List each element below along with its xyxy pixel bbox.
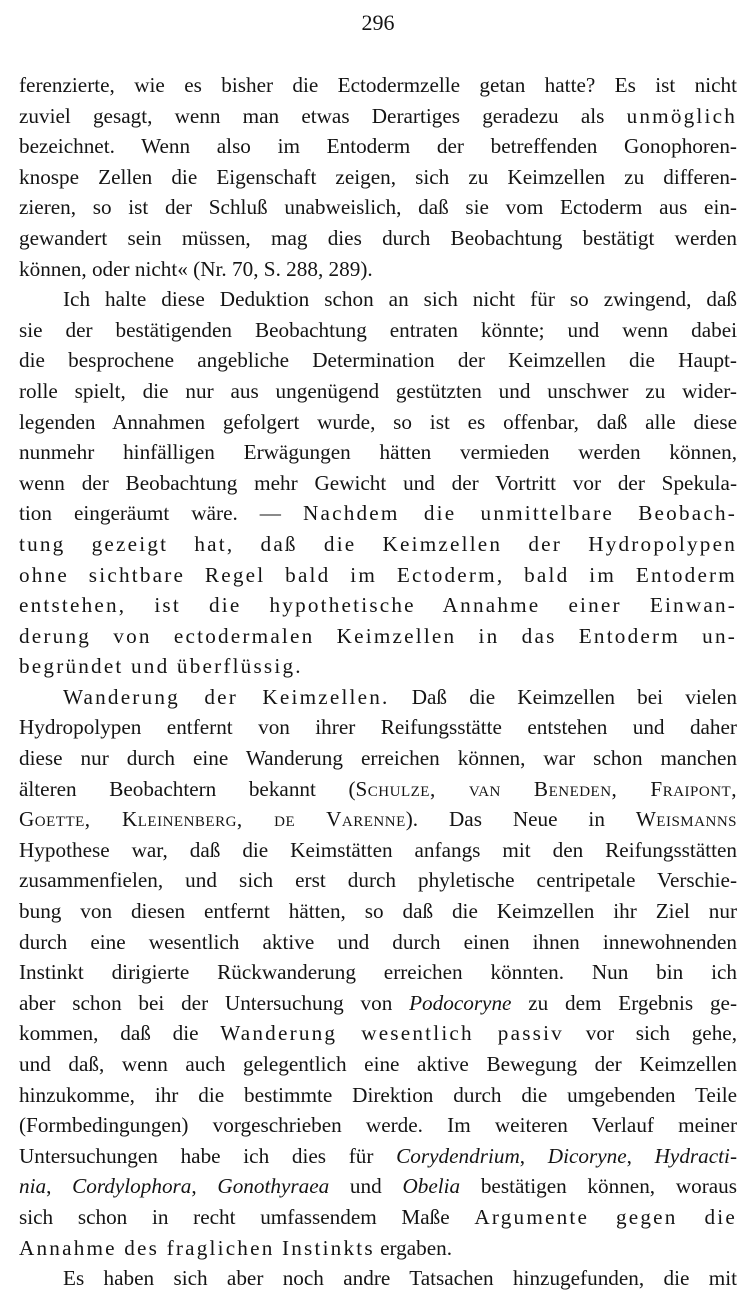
text-line: Ich halte diese Deduktion schon an sich nicht für so zwingend, daß (63, 287, 737, 312)
taxon-name: Cordylophora (72, 1174, 192, 1199)
text-run: zu dem Ergebnis ge- (511, 990, 738, 1015)
text-run: tion eingeräumt wäre. — (19, 501, 304, 526)
taxon-name: Gonothyraea (217, 1174, 330, 1199)
text-run: sich schon in recht umfassendem Maße (19, 1204, 475, 1229)
text-line: diese nur durch eine Wanderung erreichen können, war schon manchen (19, 746, 737, 771)
text-line: können, oder nicht« (Nr. 70, S. 288, 289). (19, 256, 373, 281)
text-line: hinzukomme, ihr die bestimmte Direktion durch die umgebenden Teile (19, 1082, 737, 1107)
taxon-name: Corydendrium (396, 1143, 520, 1168)
text-line (19, 1018, 737, 1049)
paragraph-deduction (19, 284, 737, 682)
text-run: Untersuchungen habe ich dies für (19, 1143, 397, 1168)
author-names: Schulze, van Beneden, Fraipont, (355, 776, 737, 801)
taxon-name: Dicoryne (547, 1143, 627, 1168)
text-line (19, 498, 737, 529)
taxon-name: Obelia (402, 1174, 461, 1199)
text-line: durch eine wesentlich aktive und durch einen ihnen innewohnenden (19, 929, 737, 954)
text-line: derung von ectodermalen Keimzellen in das Entoderm un- (19, 623, 737, 648)
text-line: zusammenfielen, und sich erst durch phyletische centripetale Verschie- (19, 868, 737, 893)
text-line (19, 682, 737, 713)
text-line: legenden Annahmen gefolgert wurde, so ist es offenbar, daß alle diese (19, 409, 737, 434)
text-line (19, 1233, 737, 1264)
text-run: , (46, 1174, 73, 1199)
text-line (19, 1171, 737, 1202)
text-line: Hydropolypen entfernt von ihrer Reifungsstätte entstehen und daher (19, 715, 737, 740)
section-heading: Wanderung der Keimzellen. (63, 684, 390, 709)
author-names: Goette, Kleinenberg, de Varenne (19, 807, 406, 832)
text-line: bung von diesen entfernt hätten, so daß die Keimzellen ihr Ziel nur (19, 899, 737, 924)
text-line (19, 988, 737, 1019)
body-text (19, 70, 737, 1294)
text-line: begründet und überflüssig. (19, 654, 303, 679)
text-line: sie der bestätigenden Beobachtung entraten könnte; und wenn dabei (19, 317, 737, 342)
text-line: bezeichnet. Wenn also im Entoderm der betreffenden Gonophoren- (19, 134, 737, 159)
text-run: aber schon bei der Untersuchung von (19, 990, 410, 1015)
text-run: , (519, 1143, 548, 1168)
text-line: Hypothese war, daß die Keimstätten anfangs mit den Reifungsstätten (19, 837, 737, 862)
text-run: zuviel gesagt, wenn man etwas Derartiges geradezu als (19, 103, 627, 128)
taxon-name: nia (19, 1174, 47, 1199)
text-line (19, 1141, 737, 1172)
text-line: zieren, so ist der Schluß unabweislich, daß sie vom Ectoderm aus ein- (19, 195, 737, 220)
text-line (19, 1202, 737, 1233)
page-number: 296 (361, 10, 395, 35)
text-line: Es haben sich aber noch andre Tatsachen hinzugefunden, die mit (63, 1266, 737, 1291)
text-line: rolle spielt, die nur aus ungenügend gestützten und unschwer zu wider- (19, 378, 737, 403)
text-line: entstehen, ist die hypothetische Annahme einer Einwan- (19, 593, 737, 618)
text-line (19, 774, 737, 805)
text-run: vor sich gehe, (563, 1021, 737, 1046)
text-line: und daß, wenn auch gelegentlich eine aktive Bewegung der Keimzellen (19, 1052, 737, 1076)
text-line: tung gezeigt hat, daß die Keimzellen der Hydropolypen (19, 531, 737, 556)
author-names: Weismanns (635, 807, 737, 832)
text-run: Daß die Keimzellen bei vielen (389, 684, 737, 709)
text-run: , (626, 1143, 655, 1168)
spaced-emphasis: unmöglich (626, 103, 737, 128)
paragraph-migration (19, 682, 737, 1263)
text-line: wenn der Beobachtung mehr Gewicht und der Vortritt vor der Spekula- (19, 470, 737, 495)
taxon-name: Podocoryne (409, 990, 512, 1015)
text-line: (Formbedingungen) vorgeschrieben werde. Im weiteren Verlauf meiner (19, 1113, 737, 1138)
text-line: gewandert sein müssen, mag dies durch Beobachtung bestätigt werden (19, 225, 737, 250)
text-line: die besprochene angebliche Determination der Keimzellen die Haupt- (19, 348, 737, 373)
spaced-emphasis: Wanderung wesentlich passiv (220, 1021, 564, 1046)
text-run: kommen, daß die (19, 1021, 221, 1046)
paragraph-further-facts (19, 1263, 737, 1294)
taxon-name: Hydracti- (654, 1143, 737, 1168)
text-run: ergaben. (374, 1235, 453, 1260)
spaced-emphasis: Argumente gegen die (474, 1204, 737, 1229)
paragraph-quote-end (19, 70, 737, 284)
spaced-emphasis: Nachdem die unmittelbare Beobach- (303, 501, 738, 526)
text-line: ohne sichtbare Regel bald im Ectoderm, bald im Entoderm (19, 562, 737, 587)
text-run: und (329, 1174, 403, 1199)
text-line: ferenzierte, wie es bisher die Ectodermzelle getan hatte? Es ist nicht (19, 73, 737, 97)
text-line (19, 101, 737, 132)
text-run: , (191, 1174, 218, 1199)
text-run: bestätigen können, woraus (460, 1174, 738, 1199)
text-run: ). Das Neue in (405, 807, 636, 832)
text-line: nunmehr hinfälligen Erwägungen hätten vermieden werden können, (19, 440, 737, 465)
spaced-emphasis: Annahme des fraglichen Instinkts (19, 1235, 375, 1260)
text-line: knospe Zellen die Eigenschaft zeigen, sich zu Keimzellen zu differen- (19, 164, 737, 189)
text-line: Instinkt dirigierte Rückwanderung erreichen könnten. Nun bin ich (19, 960, 737, 985)
text-run: älteren Beobachtern bekannt ( (19, 776, 356, 801)
text-line (19, 804, 737, 835)
